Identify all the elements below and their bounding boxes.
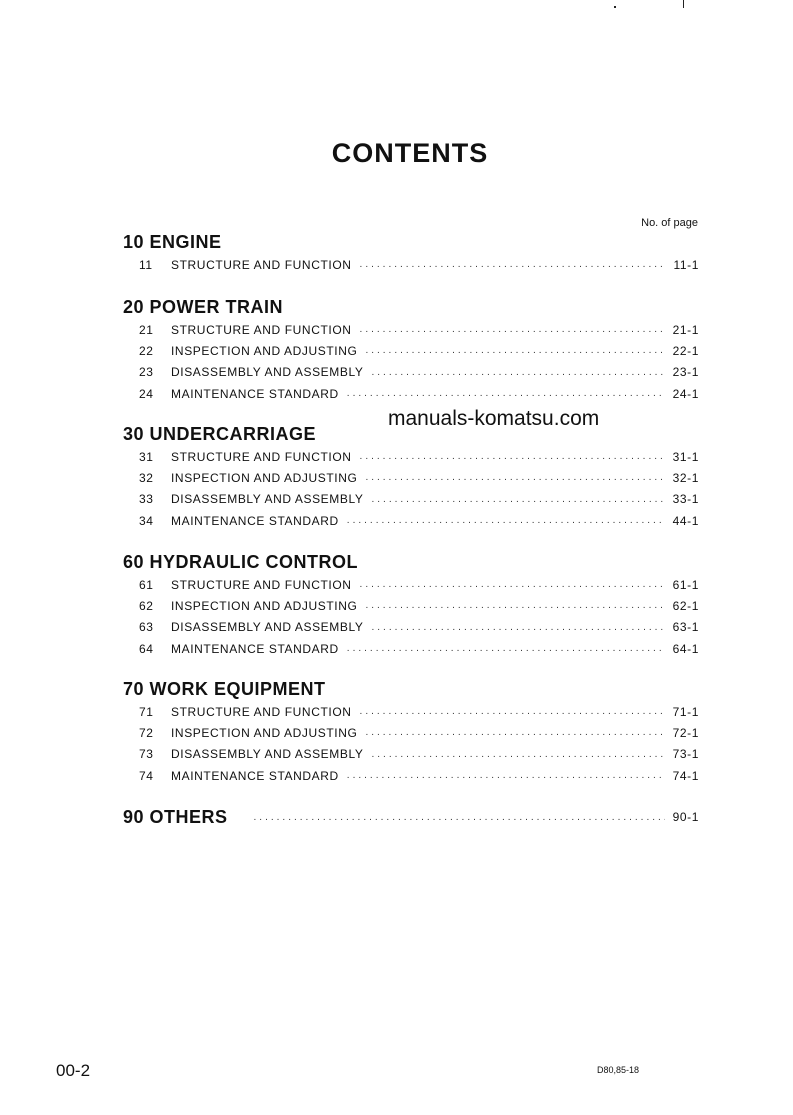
leader-dots [360, 579, 665, 590]
entry-label: STRUCTURE AND FUNCTION [171, 257, 352, 272]
page-ref[interactable]: 11-1 [673, 257, 699, 272]
page-ref[interactable]: 73-1 [672, 747, 699, 762]
watermark: manuals-komatsu.com [388, 407, 600, 430]
entry-label: MAINTENANCE STANDARD [171, 641, 339, 656]
leader-dots [347, 770, 665, 781]
toc-entry[interactable] [123, 489, 699, 510]
toc-entry[interactable] [123, 574, 699, 595]
entry-number: 63 [139, 620, 154, 635]
footer-page-number: 00-2 [56, 1061, 91, 1080]
toc-entry[interactable] [123, 722, 699, 743]
entry-number: 11 [139, 257, 153, 272]
entry-number: 23 [139, 365, 154, 380]
page-ref[interactable]: 63-1 [672, 620, 699, 635]
leader-dots [365, 727, 664, 738]
entry-label: DISASSEMBLY AND ASSEMBLY [171, 365, 364, 380]
leader-dots [371, 622, 664, 633]
entry-label: DISASSEMBLY AND ASSEMBLY [171, 492, 364, 507]
footer-model: D80,85-18 [597, 1065, 640, 1075]
leader-dots [365, 600, 664, 611]
page-ref[interactable]: 62-1 [672, 598, 699, 613]
page-ref[interactable]: 21-1 [672, 322, 699, 337]
entry-number: 31 [139, 449, 154, 464]
toc-entry[interactable] [123, 765, 699, 786]
page-ref[interactable]: 71-1 [672, 704, 699, 719]
entry-number: 64 [139, 641, 154, 656]
toc-entry[interactable] [123, 595, 699, 616]
entry-label: STRUCTURE AND FUNCTION [171, 577, 352, 592]
entry-number: 74 [139, 768, 154, 783]
leader-dots [347, 388, 665, 399]
toc-entry[interactable] [123, 446, 699, 467]
section-heading: 10 ENGINE [123, 232, 222, 252]
leader-dots [347, 515, 665, 526]
section-heading: 20 POWER TRAIN [123, 297, 284, 317]
leader-dots [360, 324, 665, 335]
page-ref[interactable]: 72-1 [672, 725, 699, 740]
entry-label: DISASSEMBLY AND ASSEMBLY [171, 747, 364, 762]
toc-entry[interactable] [123, 701, 699, 722]
entry-label: MAINTENANCE STANDARD [171, 386, 339, 401]
page-ref[interactable]: 31-1 [672, 449, 699, 464]
entry-number: 34 [139, 513, 154, 528]
entry-number: 33 [139, 492, 154, 507]
leader-dots [365, 472, 664, 483]
page-ref[interactable]: 61-1 [672, 577, 699, 592]
toc-entry[interactable] [123, 510, 699, 531]
section-hydraulic-control [123, 550, 699, 659]
page-ref[interactable]: 33-1 [672, 492, 699, 507]
toc-entry[interactable] [123, 638, 699, 659]
entry-label: INSPECTION AND ADJUSTING [171, 343, 358, 358]
entry-label: STRUCTURE AND FUNCTION [171, 322, 352, 337]
entry-number: 73 [139, 747, 154, 762]
entry-number: 62 [139, 598, 154, 613]
leader-dots [371, 749, 664, 760]
page-ref[interactable]: 44-1 [672, 513, 699, 528]
page-ref[interactable]: 90-1 [672, 810, 699, 824]
toc-entry[interactable] [123, 744, 699, 765]
page-ref[interactable]: 23-1 [672, 365, 699, 380]
section-heading: 70 WORK EQUIPMENT [123, 679, 326, 699]
page-ref[interactable]: 32-1 [672, 470, 699, 485]
page-ref[interactable]: 74-1 [672, 768, 699, 783]
entry-label: INSPECTION AND ADJUSTING [171, 598, 358, 613]
scan-mark [683, 0, 684, 8]
page-ref[interactable]: 22-1 [672, 343, 699, 358]
page-ref[interactable]: 24-1 [672, 386, 699, 401]
section-undercarriage [123, 422, 699, 531]
leader-dots [371, 367, 664, 378]
page-ref[interactable]: 64-1 [672, 641, 699, 656]
entry-number: 21 [139, 322, 154, 337]
entry-label: STRUCTURE AND FUNCTION [171, 704, 352, 719]
entry-number: 32 [139, 470, 154, 485]
toc-entry[interactable] [123, 254, 699, 275]
section-heading: 30 UNDERCARRIAGE [123, 424, 317, 444]
toc-entry[interactable] [123, 467, 699, 488]
entry-number: 61 [139, 577, 154, 592]
leader-dots [365, 345, 664, 356]
scan-speck [614, 6, 616, 8]
toc-entry[interactable] [123, 383, 699, 404]
toc-entry[interactable] [123, 319, 699, 340]
entry-label: MAINTENANCE STANDARD [171, 768, 339, 783]
leader-dots [347, 643, 665, 654]
entry-number: 24 [139, 386, 154, 401]
toc-entry[interactable] [123, 362, 699, 383]
section-power-train [123, 295, 699, 404]
section-heading: 90 OTHERS [123, 807, 228, 827]
leader-dots [360, 451, 665, 462]
leader-dots [254, 812, 665, 823]
section-engine [123, 230, 699, 275]
entry-label: INSPECTION AND ADJUSTING [171, 725, 358, 740]
leader-dots [360, 259, 666, 270]
leader-dots [371, 494, 664, 505]
entry-number: 22 [139, 343, 154, 358]
page-title: CONTENTS [331, 138, 489, 168]
section-heading: 60 HYDRAULIC CONTROL [123, 552, 359, 572]
page-column-header: No. of page [641, 217, 698, 229]
toc-entry[interactable] [123, 340, 699, 361]
entry-label: STRUCTURE AND FUNCTION [171, 449, 352, 464]
entry-label: INSPECTION AND ADJUSTING [171, 470, 358, 485]
entry-number: 72 [139, 725, 154, 740]
section-work-equipment [123, 677, 699, 786]
entry-number: 71 [139, 704, 154, 719]
entry-label: MAINTENANCE STANDARD [171, 513, 339, 528]
leader-dots [360, 706, 665, 717]
entry-label: DISASSEMBLY AND ASSEMBLY [171, 620, 364, 635]
section-others [123, 805, 699, 829]
toc-entry[interactable] [123, 617, 699, 638]
